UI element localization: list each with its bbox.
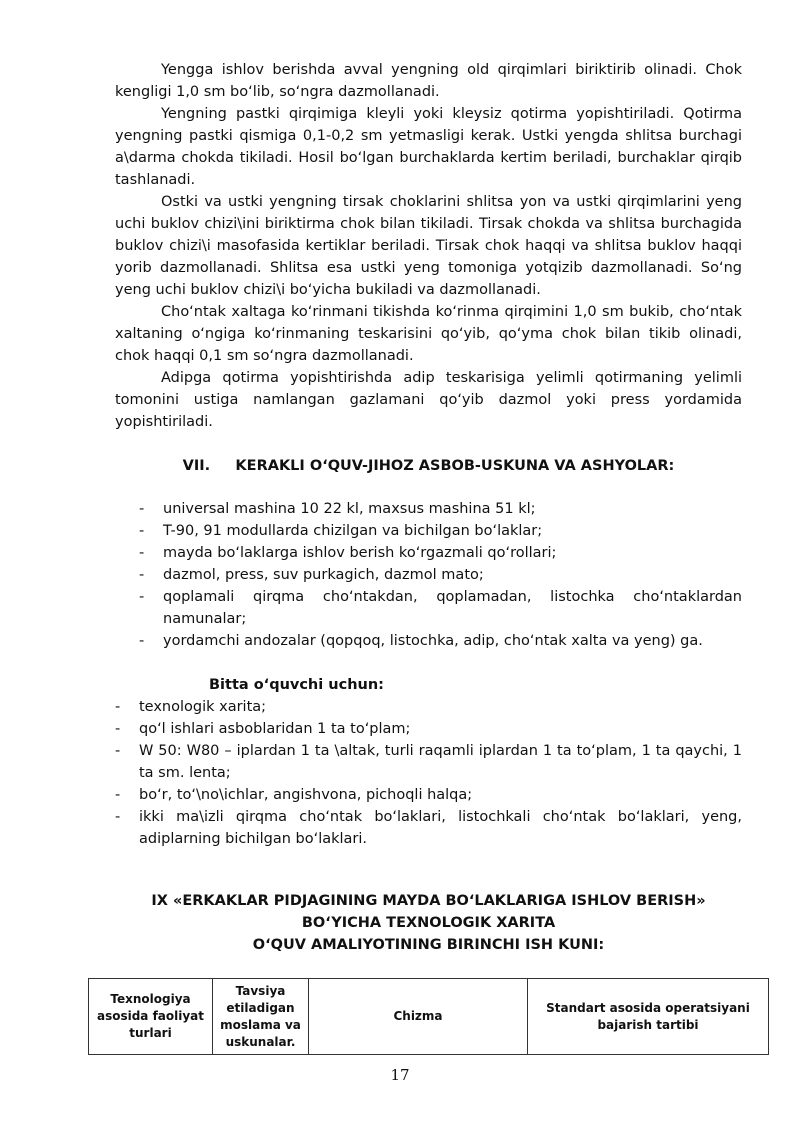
list-dash: - [139, 633, 145, 649]
per-student-list [115, 696, 742, 850]
list-dash: - [139, 523, 145, 539]
list-dash: - [139, 501, 145, 517]
equipment-list [139, 498, 742, 652]
list-dash: - [115, 721, 121, 737]
paragraph-facing-interlining: Adipga qotirma yopishtirishda adip teskarisiga yelimli qotirmaning yelimli tomonini ustiga namlangan gazlamani qo‘yib dazmol yoki press yordamida yopishtiriladi. [115, 370, 742, 430]
list-dash: - [115, 787, 121, 803]
list-dash: - [139, 567, 145, 583]
technology-map-table [88, 978, 769, 1055]
list-dash: - [139, 589, 145, 605]
list-dash: - [115, 743, 121, 759]
list-item: - ikki ma\izli qirqma cho‘ntak bo‘laklari, listochkali cho‘ntak bo‘laklari, yeng, adiplarning bichilgan bo‘laklari. [115, 806, 742, 850]
list-item: - qo‘l ishlari asboblaridan 1 ta to‘plam; [115, 718, 742, 740]
header-operation-order: Standart asosida operatsiyani bajarish tartibi [528, 979, 769, 1055]
section7-heading [115, 455, 742, 477]
paragraph-pocket-bag: Cho‘ntak xaltaga ko‘rinmani tikishda ko‘rinma qirqimini 1,0 sm bukib, cho‘ntak xaltaning o‘ngiga ko‘rinmaning teskarisini qo‘yib, qo‘yma chok bilan tikib olinadi, chok haqqi 0,1 sm so‘ngra dazmollanadi. [115, 304, 742, 364]
list-dash: - [115, 809, 121, 825]
section9-title-line3: O‘QUV AMALIYOTINING BIRINCHI ISH KUNI: [252, 937, 605, 953]
per-student-heading: Bitta o‘quvchi uchun: [209, 677, 384, 693]
list-dash: - [115, 699, 121, 715]
section7-number: VII. [182, 458, 211, 474]
paragraph-sleeve-processing: Yengga ishlov berishda avval yengning old qirqimlari biriktirib olinadi. Chok kengligi 1,0 sm bo‘lib, so‘ngra dazmollanadi. [115, 62, 742, 100]
list-dash: - [139, 545, 145, 561]
list-item: - W 50: W80 – iplardan 1 ta \altak, turli raqamli iplardan 1 ta to‘plam, 1 ta qaychi, 1 ta sm. lenta; [115, 740, 742, 784]
list-item: - yordamchi andozalar (qopqoq, listochka, adip, cho‘ntak xalta va yeng) ga. [139, 630, 742, 652]
list-item: - texnologik xarita; [115, 696, 742, 718]
table-header-row [89, 979, 769, 1055]
page-number: 17 [390, 1066, 410, 1084]
section9-title-line2: BO‘YICHA TEXNOLOGIK XARITA [301, 915, 556, 931]
paragraph-interlining: Yengning pastki qirqimiga kleyli yoki kleysiz qotirma yopishtiriladi. Qotirma yengning pastki qismiga 0,1-0,2 sm yetmasligi kerak. Ustki yengda shlitsa burchagi a\darma chokda tikiladi. Hosil bo‘lgan burchaklarda kertim beriladi, burchaklar qirqib tashlanadi. [115, 106, 742, 188]
header-activity-types: Texnologiya asosida faoliyat turlari [89, 979, 213, 1055]
header-drawing: Chizma [309, 979, 528, 1055]
paragraph-elbow-seams: Ostki va ustki yengning tirsak choklarini shlitsa yon va ustki qirqimlarini yeng uchi buklov chizi\ini biriktirma chok bilan tikiladi. Tirsak chokda va shlitsa burchagida buklov chizi\i masofasida kertiklar beriladi. Tirsak chok haqqi va shlitsa buklov haqqi yorib dazmollanadi. Shlitsa esa ustki yeng tomoniga yotqizib dazmollanadi. So‘ng yeng uchi buklov chizi\i bo‘yicha bukiladi va dazmollanadi. [115, 194, 742, 298]
section7-title: KERAKLI O‘QUV-JIHOZ ASBOB-USKUNA VA ASHYOLAR: [235, 458, 675, 474]
list-item: - bo‘r, to‘\no\ichlar, angishvona, pichoqli halqa; [115, 784, 742, 806]
list-item: - universal mashina 10 22 kl, maxsus mashina 51 kl; [139, 498, 742, 520]
list-item: - dazmol, press, suv purkagich, dazmol mato; [139, 564, 742, 586]
list-item: - T-90, 91 modullarda chizilgan va bichilgan bo‘laklar; [139, 520, 742, 542]
header-recommended-equipment: Tavsiya etiladigan moslama va uskunalar. [213, 979, 309, 1055]
list-item: - mayda bo‘laklarga ishlov berish ko‘rgazmali qo‘rollari; [139, 542, 742, 564]
list-item: - qoplamali qirqma cho‘ntakdan, qoplamadan, listochka cho‘ntaklardan namunalar; [139, 586, 742, 630]
section9-title-line1: IX «ERKAKLAR PIDJAGINING MAYDA BO‘LAKLARIGA ISHLOV BERISH» [151, 893, 706, 909]
